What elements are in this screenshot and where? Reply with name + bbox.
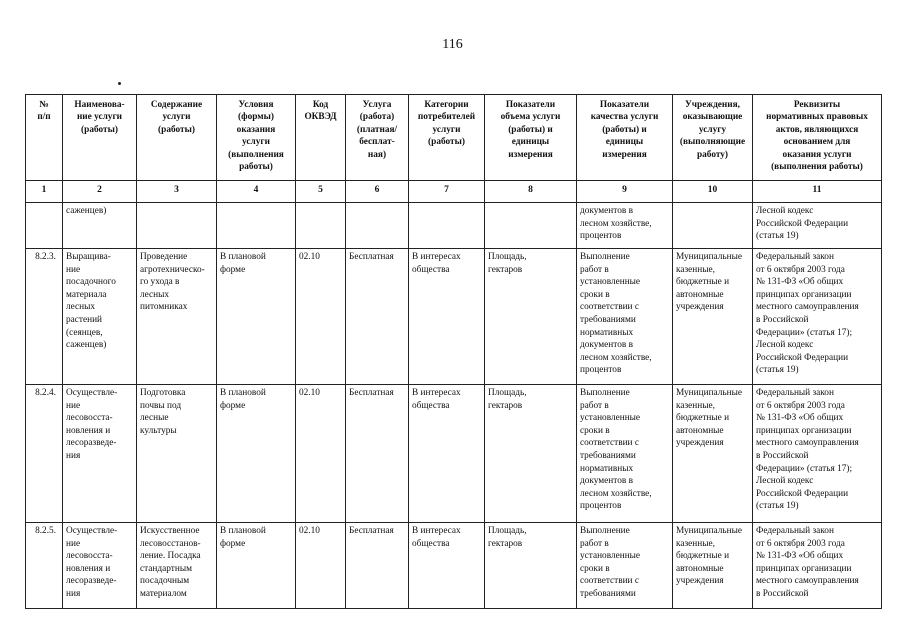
cell-conditions	[217, 203, 296, 249]
cell-institutions: Муниципальные казенные, бюджетные и автономные учреждения	[673, 249, 753, 385]
cell-content: Подготовка почвы под лесные культуры	[137, 385, 217, 523]
table-row	[26, 523, 882, 609]
column-number: 9	[577, 181, 673, 203]
cell-name: Осуществле- ние лесовосста- новления и лесоразведе- ния	[63, 523, 137, 609]
header-cell-legal: Реквизиты нормативных правовых актов, являющихся основанием для оказания услуги (выполнения работы)	[753, 95, 882, 181]
header-cell-okved: Код ОКВЭД	[296, 95, 346, 181]
table-row	[26, 385, 882, 523]
cell-name: Выращива- ние посадочного материала лесных растений (сеянцев, саженцев)	[63, 249, 137, 385]
header-cell-volume: Показатели объема услуги (работы) и единицы измерения	[485, 95, 577, 181]
cell-okved: 02.10	[296, 523, 346, 609]
cell-volume: Площадь, гектаров	[485, 523, 577, 609]
cell-quality: Выполнение работ в установленные сроки в соответствии с требованиями нормативных документов в лесном хозяйстве, процентов	[577, 385, 673, 523]
cell-quality: документов в лесном хозяйстве, процентов	[577, 203, 673, 249]
column-number: 5	[296, 181, 346, 203]
cell-content: Искусственное лесовосстанов- ление. Посадка стандартным посадочным материалом	[137, 523, 217, 609]
cell-num: 8.2.3.	[26, 249, 63, 385]
header-cell-paid: Услуга (работа) (платная/ бесплат- ная)	[346, 95, 409, 181]
cell-legal: Лесной кодекс Российской Федерации (статья 19)	[753, 203, 882, 249]
column-number: 8	[485, 181, 577, 203]
cell-consumers: В интересах общества	[409, 523, 485, 609]
column-number: 11	[753, 181, 882, 203]
cell-paid: Бесплатная	[346, 385, 409, 523]
cell-conditions: В плановой форме	[217, 249, 296, 385]
cell-institutions	[673, 203, 753, 249]
cell-okved	[296, 203, 346, 249]
cell-content: Проведение агротехническо- го ухода в лесных питомниках	[137, 249, 217, 385]
cell-legal: Федеральный закон от 6 октября 2003 года № 131-ФЗ «Об общих принципах организации местного самоуправления в Российской Федерации» (статья 17); Лесной кодекс Российской Федерации (статья 19)	[753, 249, 882, 385]
cell-conditions: В плановой форме	[217, 385, 296, 523]
cell-volume: Площадь, гектаров	[485, 385, 577, 523]
header-cell-institutions: Учреждения, оказывающие услугу (выполняющие работу)	[673, 95, 753, 181]
header-row	[26, 95, 882, 181]
cell-num	[26, 203, 63, 249]
cell-name: Осуществле- ние лесовосста- новления и лесоразведе- ния	[63, 385, 137, 523]
cell-volume: Площадь, гектаров	[485, 249, 577, 385]
cell-volume	[485, 203, 577, 249]
cell-okved: 02.10	[296, 249, 346, 385]
cell-legal: Федеральный закон от 6 октября 2003 года № 131-ФЗ «Об общих принципах организации местного самоуправления в Российской Федерации» (статья 17); Лесной кодекс Российской Федерации (статья 19)	[753, 385, 882, 523]
column-number: 6	[346, 181, 409, 203]
cell-name: саженцев)	[63, 203, 137, 249]
cell-quality: Выполнение работ в установленные сроки в соответствии с требованиями	[577, 523, 673, 609]
column-number: 7	[409, 181, 485, 203]
services-table	[25, 94, 882, 609]
table-row	[26, 203, 882, 249]
cell-okved: 02.10	[296, 385, 346, 523]
cell-paid: Бесплатная	[346, 249, 409, 385]
header-cell-quality: Показатели качества услуги (работы) и единицы измерения	[577, 95, 673, 181]
column-number-row	[26, 181, 882, 203]
cell-consumers	[409, 203, 485, 249]
header-cell-name: Наименова- ние услуги (работы)	[63, 95, 137, 181]
header-cell-num: № п/п	[26, 95, 63, 181]
header-cell-consumers: Категории потребителей услуги (работы)	[409, 95, 485, 181]
cell-content	[137, 203, 217, 249]
cell-conditions: В плановой форме	[217, 523, 296, 609]
cell-institutions: Муниципальные казенные, бюджетные и автономные учреждения	[673, 523, 753, 609]
column-number: 4	[217, 181, 296, 203]
column-number: 1	[26, 181, 63, 203]
cell-consumers: В интересах общества	[409, 249, 485, 385]
scan-speck	[118, 82, 121, 85]
cell-num: 8.2.5.	[26, 523, 63, 609]
column-number: 2	[63, 181, 137, 203]
cell-institutions: Муниципальные казенные, бюджетные и автономные учреждения	[673, 385, 753, 523]
header-cell-content: Содержание услуги (работы)	[137, 95, 217, 181]
header-cell-conditions: Условия (формы) оказания услуги (выполнения работы)	[217, 95, 296, 181]
cell-paid	[346, 203, 409, 249]
cell-paid: Бесплатная	[346, 523, 409, 609]
column-number: 10	[673, 181, 753, 203]
cell-consumers: В интересах общества	[409, 385, 485, 523]
column-number: 3	[137, 181, 217, 203]
cell-quality: Выполнение работ в установленные сроки в соответствии с требованиями нормативных документов в лесном хозяйстве, процентов	[577, 249, 673, 385]
cell-legal: Федеральный закон от 6 октября 2003 года № 131-ФЗ «Об общих принципах организации местного самоуправления в Российской	[753, 523, 882, 609]
cell-num: 8.2.4.	[26, 385, 63, 523]
table-row	[26, 249, 882, 385]
page-number: 116	[442, 37, 463, 52]
